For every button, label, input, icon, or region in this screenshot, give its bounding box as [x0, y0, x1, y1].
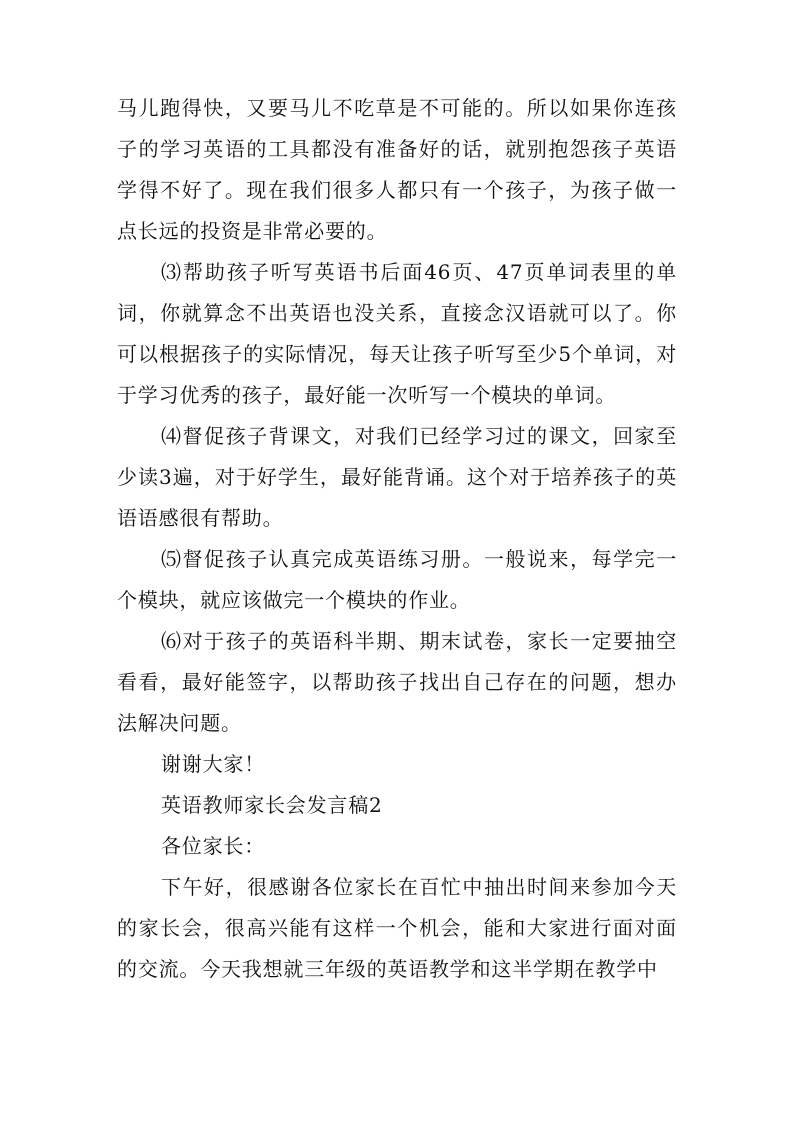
paragraph-4: ⑸督促孩子认真完成英语练习册。一般说来，每学完一个模块，就应该做完一个模块的作业。 — [117, 547, 677, 612]
paragraph-5: ⑹对于孩子的英语科半期、期末试卷，家长一定要抽空看看，最好能签字，以帮助孩子找出自己存在的问题，想办法解决问题。 — [117, 629, 677, 735]
paragraph-6: 下午好，很感谢各位家长在百忙中抽出时间来参加今天的家长会，很高兴能有这样一个机会，能和大家进行面对面的交流。今天我想就三年级的英语教学和这半学期在教学中 — [117, 875, 677, 981]
closing-thanks: 谢谢大家！ — [161, 752, 265, 776]
paragraph-3: ⑷督促孩子背课文，对我们已经学习过的课文，回家至少读3遍，对于好学生，最好能背诵。这个对于培养孩子的英语语感很有帮助。 — [117, 424, 677, 530]
section-title: 英语教师家长会发言稿2 — [161, 793, 383, 817]
document-body — [117, 88, 677, 990]
salutation: 各位家长： — [161, 834, 265, 858]
paragraph-1: 马儿跑得快，又要马儿不吃草是不可能的。所以如果你连孩子的学习英语的工具都没有准备好的话，就别抱怨孩子英语学得不好了。现在我们很多人都只有一个孩子，为孩子做一点长远的投资是非常必要的。 — [117, 96, 677, 243]
paragraph-2: ⑶帮助孩子听写英语书后面46页、47页单词表里的单词，你就算念不出英语也没关系，直接念汉语就可以了。你可以根据孩子的实际情况，每天让孩子听写至少5个单词，对于学习优秀的孩子，最好能一次听写一个模块的单词。 — [117, 260, 677, 407]
